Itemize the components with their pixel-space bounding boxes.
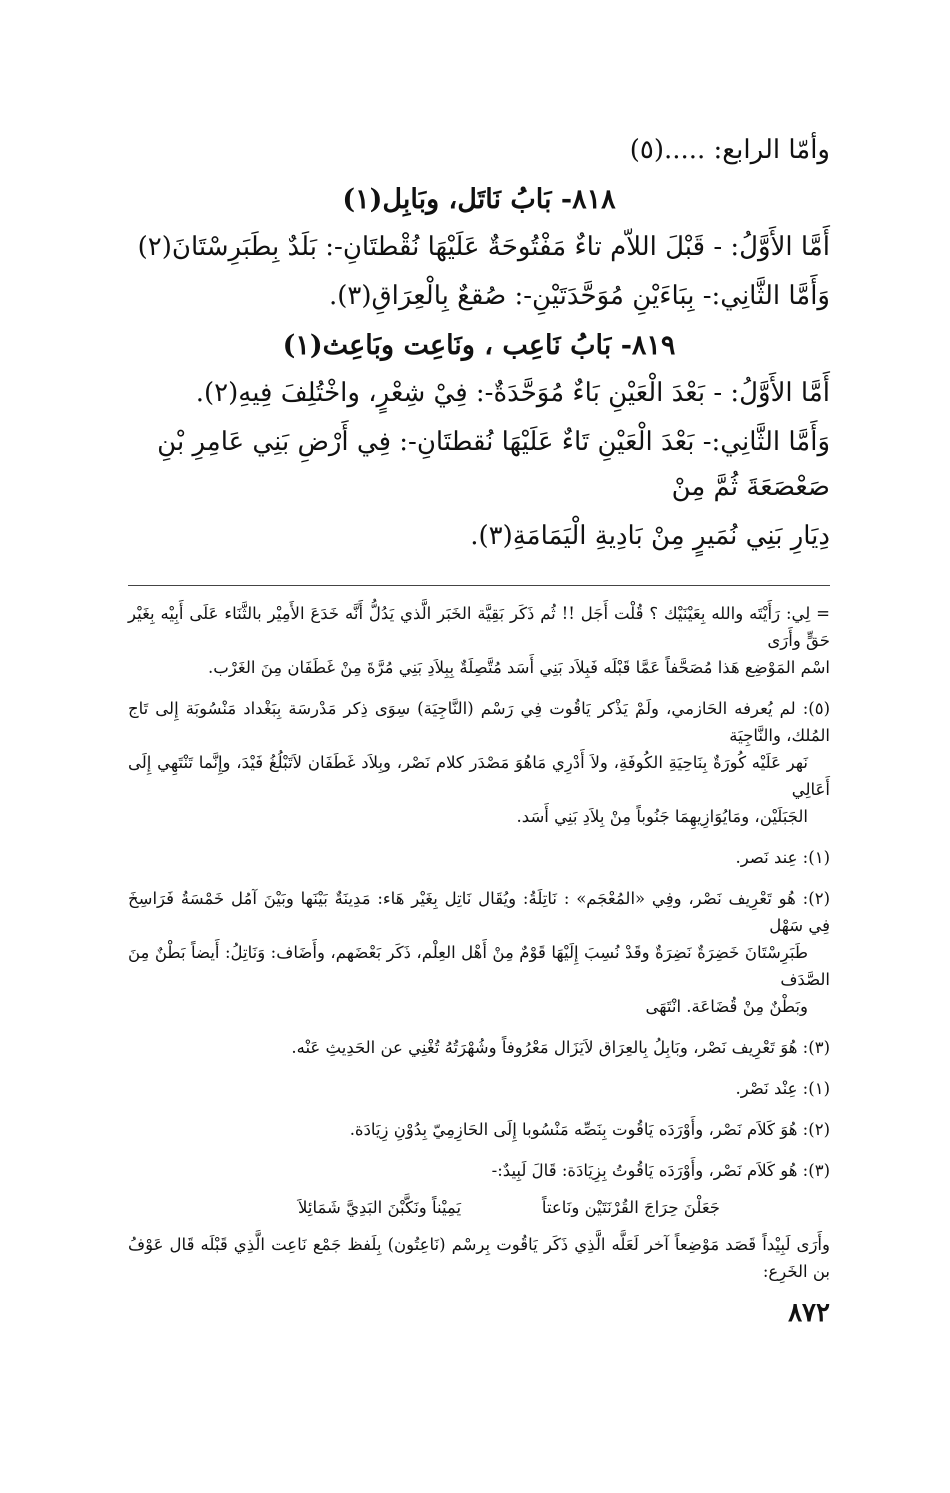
- footnote-2-b: (٢): هُوَ كَلاَم نَصْر، وأَوْرَدَه يَاقُوت بِنَصِّه مَنْسُوبا إِلَى الحَازِمِيّ بِدُوْنِ زِيَادَة.: [349, 1120, 830, 1139]
- footnote-line: نَهر عَلَيْه كُورَةٌ بِنَاحِيَةِ الكُوفَةِ، ولاَ أَدْرِي مَاهُوَ مَصْدَر كلام نَصْر، وبِلاَد غَطَفَان لاَتَبْلُغُ فَيْدَ، وإِنَّما تَنْتَهِي إِلَى أَعَالِي: [128, 753, 830, 799]
- footnote-3-a: (٣): هُوَ تَعْرِيف نَصْر، وبَابِلُ بِالعِرَاق لاَيَزَال مَعْرُوفاً وشُهْرَتُهُ تُغْنِي عن الحَدِيثِ عَنْه.: [291, 1038, 830, 1057]
- footnote-line: (٥): لم يُعرفه الحَازمي، ولَمْ يَذْكر يَاقُوت فِي رَسْم (النَّاجِيَة) سِوَى ذِكر مَدْرسَة بِبَغْداد مَنْسُوبَة إِلى تَاج المُلك، والنَّاجِيَة: [128, 699, 830, 745]
- footnote-line: وبَطْنٌ مِنْ قُضَاعَة. انْتَهَى: [645, 997, 808, 1016]
- footnote-line: (٢): هُو تَعْرِيف نَصْر، وفِي «المُعْجَم» : نَاتِلَةُ: ويُقَال نَاتِل بِغَيْر هَاء: مَدِينَةٌ بَيْنَها وبَيْنَ آمُل خَمْسَةُ فَرَاسِخَ فِي سَهْل: [128, 889, 830, 935]
- main-text: [128, 128, 830, 559]
- footnotes: [128, 600, 830, 1285]
- section-heading-818: ٨١٨- بَابُ نَاتَل، وبَابِل(١): [342, 184, 616, 215]
- footnote-line: اسْم المَوْضِع هَذا مُصَحَّفاً عَمَّا قَبْلَه فَبِلاَد بَنِي أَسَد مُتَّصِلَةٌ بِبِلاَدِ بَنِي مُرَّةَ مِنْ غَطَفَان مِنَ الغَرْب.: [208, 658, 830, 677]
- footnote-2-a: [128, 885, 830, 1020]
- section-819-line: دِيَارِ بَنِي نُمَيرٍ مِنْ بَادِيةِ الْيَمَامَةِ(٣).: [470, 521, 830, 551]
- section-818-line: أَمَّا الأَوَّلُ: - قَبْلَ اللاّم تاءٌ مَفْتُوحَةٌ عَلَيْهَا نُقْطتَانِ-: بَلَدٌ بِطَبَرِسْتَانَ(٢): [137, 232, 830, 262]
- footnote-last-line: وأَرَى لَبِيْداً قَصَد مَوْضِعاً آخر لَعَلَّه الَّذِي ذَكَر يَاقُوت بِرسْم (نَاعِتُون) بِلَفظ جَمْع نَاعِت الَّذِي قَبْلَه قَال عَوْفُ بن الخَرِع:: [128, 1235, 830, 1281]
- footnote-continuation: [128, 600, 830, 681]
- poem-verse: [128, 1198, 830, 1217]
- section-heading-819: ٨١٩- بَابُ نَاعِب ، ونَاعِت وبَاعِث(١): [282, 330, 676, 361]
- footnote-line: طَبَرِسْتَانَ خَضِرَةٌ نَضِرَةٌ وقَدْ نُسِبَ إِلَيْهَا قَوْمٌ مِنْ أَهْل العِلْم، ذَكَر بَعْضَهم، وأَضَاف: وَنَاتِلُ: أَيضاً بَطْنٌ مِنَ الصَّدَف: [128, 943, 830, 989]
- page-number: ٨٧٢: [788, 1298, 830, 1328]
- footnote-1-b: (١): عِنْد نَصْر.: [735, 1079, 830, 1098]
- footnote-divider: [128, 585, 830, 586]
- footnote-1-a: (١): عِند نَصر.: [735, 848, 830, 867]
- intro-line: وأمّا الرابع: .....(٥): [629, 135, 830, 165]
- verse-second-hemistich: يَمِيْناً ونَكَّبْنَ البَدِيَّ شَمَائِلاَ: [298, 1198, 462, 1217]
- section-818-line: وَأَمَّا الثَّانِي:- بِبَاءَيْنِ مُوَحَّدَتَيْنِ-: صُقعٌ بِالْعِرَاقِ(٣).: [328, 281, 830, 311]
- section-819-line: وَأَمَّا الثَّانِي:- بَعْدَ الْعَيْنِ تَاءٌ عَلَيْهَا نُقطتَانِ-: فِي أَرْضِ بَنِي عَامِرِ بْنِ صَعْصَعَةَ ثُمَّ مِنْ: [157, 427, 830, 502]
- verse-first-hemistich: جَعَلْنَ حِرَاجَ القُرْنَتَيْن ونَاعتاً: [541, 1198, 720, 1217]
- footnote-line: = لِي: رَأَيْتَه والله بِعَيْنَيْك ؟ قُلْت أَجَل !! ثُم ذَكَر بَقِيَّة الخَبَر الَّذي يَدُلُّ أَنَّه خَدَعَ الأَمِيْر بالثَّنَاء عَلَى أَبِيْه بِغَيْر حَقٍّ وأَرَى: [128, 604, 830, 650]
- footnote-line: الجَبَلَيْن، ومَايُوَازِيهِمَا جَنُوباً مِنْ بِلاَدِ بَنِي أَسَد.: [516, 807, 808, 826]
- footnote-3-b: (٣): هُو كَلاَم نَصْر، وأَوْرَدَه يَاقُوتُ بِزِيَادَة: قَالَ لَبِيدٌ:-: [491, 1161, 830, 1180]
- footnote-5: [128, 695, 830, 830]
- section-819-line: أَمَّا الأَوَّلُ: - بَعْدَ الْعَيْنِ بَاءٌ مُوَحَّدَةٌ-: فِيْ شِعْرٍ، واخْتُلِفَ فِيهِ(٢).: [195, 378, 830, 408]
